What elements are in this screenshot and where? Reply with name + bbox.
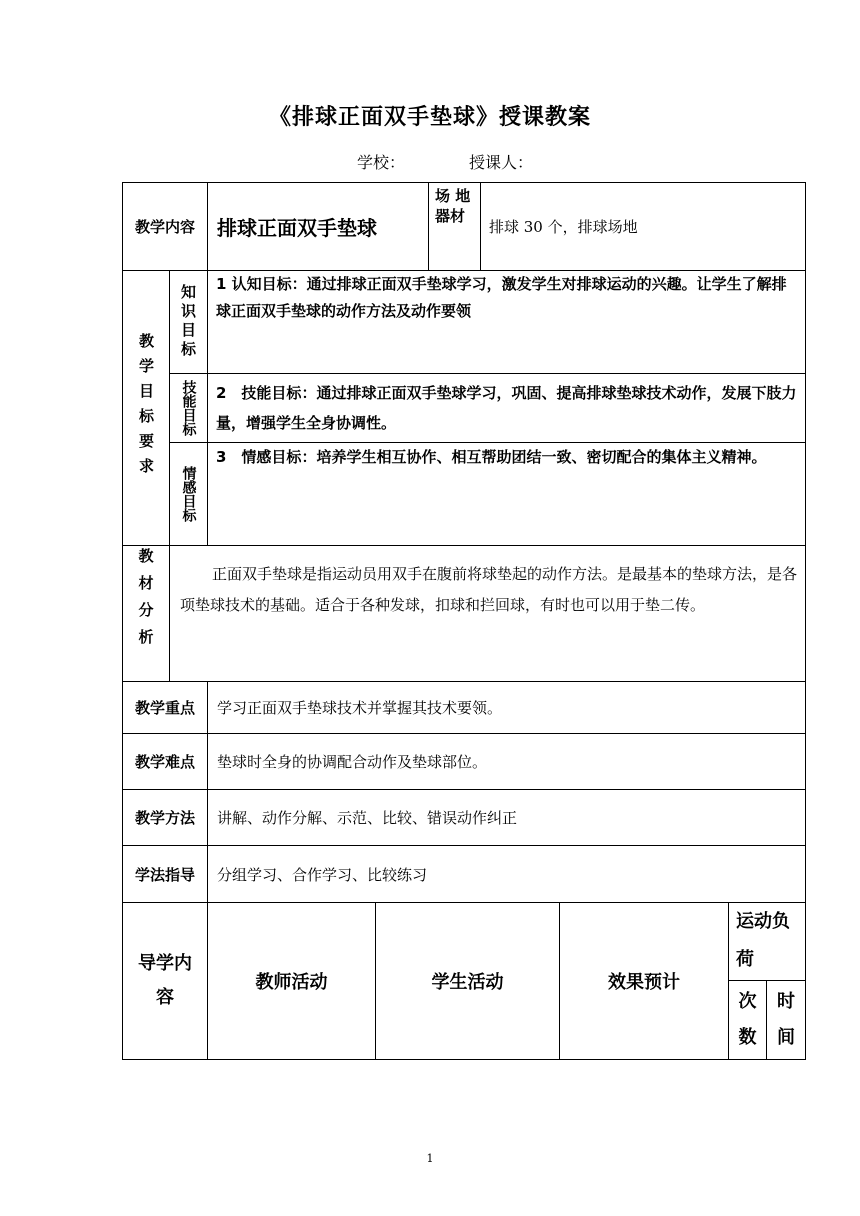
duration-header-text: 时间	[777, 991, 795, 1048]
venue-text: 排球 30 个，排球场地	[489, 218, 638, 236]
difficulty-label-text: 教学难点	[134, 753, 195, 771]
emotion-goal-label	[169, 442, 208, 546]
method-label	[122, 789, 208, 846]
guide-content-header-text: 导学内容	[138, 953, 192, 1008]
key-point-label-text: 教学重点	[134, 699, 195, 717]
skill-goal-text-content: 2 技能目标：通过排球正面双手垫球学习，巩固、提高排球垫球技术动作，发展下肢力量，增强学生全身协调性。	[216, 384, 797, 432]
teacher-activity-header-text: 教师活动	[255, 972, 328, 993]
study-guide-label	[122, 845, 208, 903]
difficulty-value	[207, 733, 806, 790]
venue-label-text: 场 地器材	[435, 187, 471, 225]
teaching-content-value	[207, 182, 429, 271]
key-point-value	[207, 681, 806, 734]
times-header-text: 次数	[738, 991, 757, 1048]
load-header	[728, 902, 806, 981]
skill-goal-label	[169, 373, 208, 443]
teacher-label: 授课人：	[469, 153, 534, 172]
knowledge-goal-label-text: 知识目标	[179, 284, 197, 360]
study-guide-label-text: 学法指导	[134, 865, 195, 884]
teaching-content-label-text: 教学内容	[134, 218, 195, 236]
key-point-text: 学习正面双手垫球技术并掌握其技术要领。	[217, 699, 503, 717]
teaching-content-label	[122, 182, 208, 271]
study-guide-text: 分组学习、合作学习、比较练习	[217, 865, 428, 884]
duration-header	[766, 980, 806, 1060]
student-activity-header	[375, 902, 560, 1060]
school-label: 学校：	[357, 153, 406, 172]
difficulty-label	[122, 733, 208, 790]
teacher-activity-header	[207, 902, 376, 1060]
emotion-goal-text-content: 3 情感目标：培养学生相互协作、相互帮助团结一致、密切配合的集体主义精神。	[216, 448, 767, 466]
page-number: 1	[426, 1152, 434, 1165]
method-value	[207, 789, 806, 846]
teaching-content-text: 排球正面双手垫球	[217, 216, 377, 240]
page-title: 《排球正面双手垫球》授课教案	[268, 105, 591, 130]
analysis-label-text: 教材分析	[136, 548, 155, 656]
skill-goal-text	[207, 373, 806, 443]
effect-header	[559, 902, 729, 1060]
venue-value	[480, 182, 806, 271]
analysis-text	[169, 545, 806, 682]
method-text: 讲解、动作分解、示范、比较、错误动作纠正	[217, 809, 518, 827]
goals-label-text: 教学目标要求	[137, 333, 155, 483]
analysis-label	[122, 545, 170, 682]
emotion-goal-text	[207, 442, 806, 546]
knowledge-goal-text-content: 1 认知目标：通过排球正面双手垫球学习，激发学生对排球运动的兴趣。让学生了解排球正面双手垫球的动作方法及动作要领	[216, 275, 787, 320]
student-activity-header-text: 学生活动	[431, 972, 504, 993]
guide-content-header	[122, 902, 208, 1060]
key-point-label	[122, 681, 208, 734]
skill-goal-label-text: 技能目标	[180, 380, 197, 436]
knowledge-goal-text	[207, 270, 806, 374]
effect-header-text: 效果预计	[608, 972, 680, 993]
study-guide-value	[207, 845, 806, 903]
load-header-text: 运动负荷	[736, 911, 790, 970]
times-header	[728, 980, 767, 1060]
difficulty-text: 垫球时全身的协调配合动作及垫球部位。	[217, 753, 488, 771]
analysis-text-content: 正面双手垫球是指运动员用双手在腹前将球垫起的动作方法。是最基本的垫球方法，是各项垫球技术的基础。适合于各种发球，扣球和拦回球，有时也可以用于垫二传。	[180, 565, 798, 614]
goals-label	[122, 270, 170, 546]
method-label-text: 教学方法	[134, 809, 195, 827]
venue-label	[428, 182, 481, 271]
knowledge-goal-label	[169, 270, 208, 374]
emotion-goal-label-text: 情感目标	[180, 466, 197, 522]
